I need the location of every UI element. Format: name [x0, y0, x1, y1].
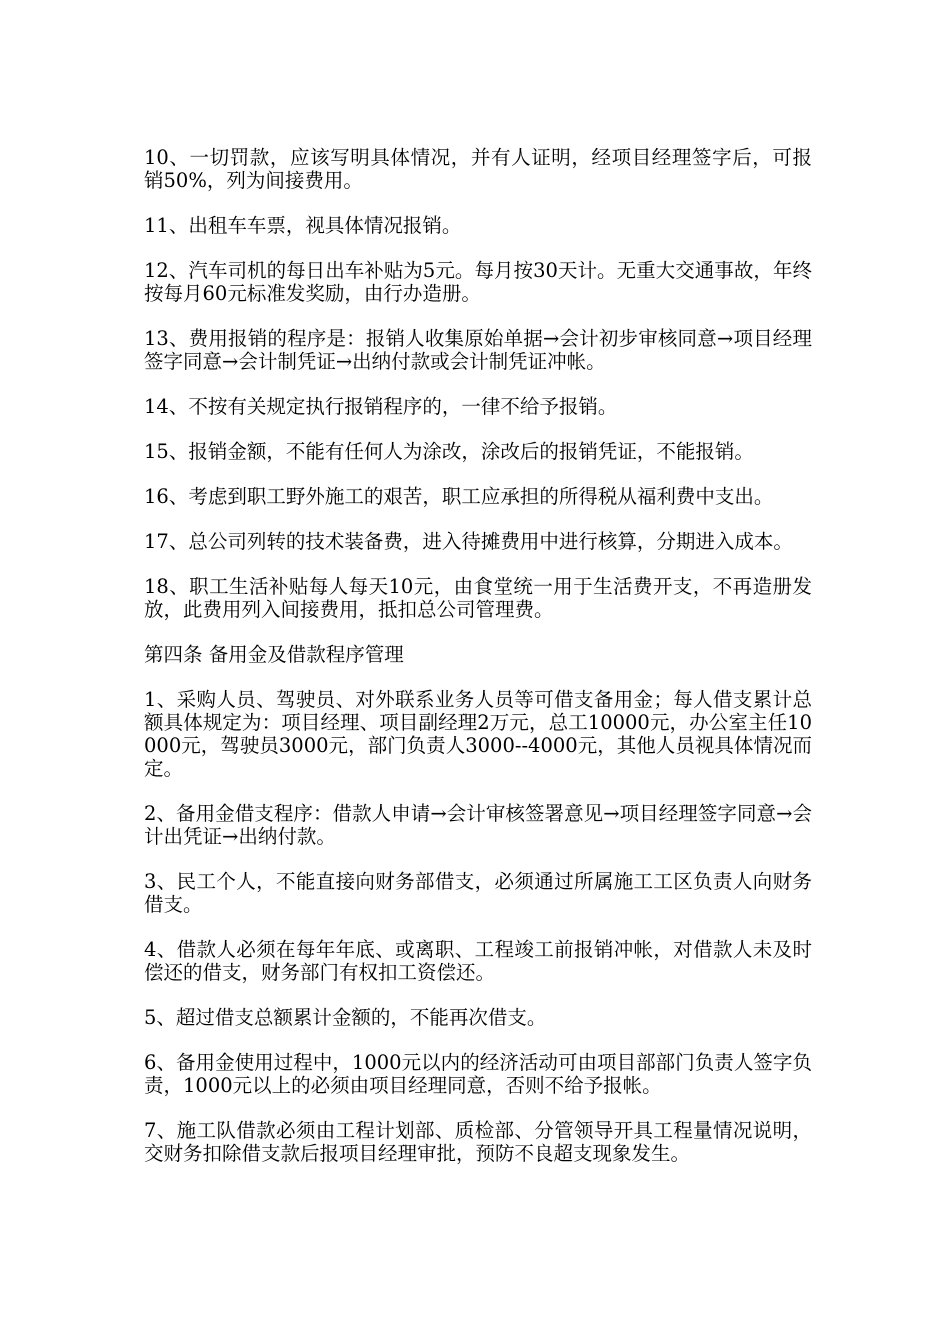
section-paragraph-4: 4、借款人必须在每年年底、或离职、工程竣工前报销冲帐，对借款人未及时偿还的借支，财务部门有权扣工资偿还。 [144, 938, 812, 984]
paragraph-11: 11、出租车车票，视具体情况报销。 [144, 214, 462, 237]
paragraph-16: 16、考虑到职工野外施工的艰苦，职工应承担的所得税从福利费中支出。 [144, 485, 774, 508]
document-body [144, 146, 812, 1187]
paragraph-15: 15、报销金额，不能有任何人为涂改，涂改后的报销凭证，不能报销。 [144, 440, 754, 463]
paragraph-12: 12、汽车司机的每日出车补贴为5元。每月按30天计。无重大交通事故，年终按每月60元标准发奖励，由行办造册。 [144, 259, 812, 305]
section-paragraph-1: 1、采购人员、驾驶员、对外联系业务人员等可借支备用金；每人借支累计总额具体规定为：项目经理、项目副经理2万元，总工10000元，办公室主任10000元，驾驶员3000元，部门负责人3000--4000元，其他人员视具体情况而定。 [144, 688, 812, 780]
section-title: 第四条 备用金及借款程序管理 [144, 643, 404, 666]
section-paragraph-5: 5、超过借支总额累计金额的，不能再次借支。 [144, 1006, 547, 1029]
section-paragraph-6: 6、备用金使用过程中，1000元以内的经济活动可由项目部部门负责人签字负责，1000元以上的必须由项目经理同意，否则不给予报帐。 [144, 1051, 812, 1097]
paragraph-14: 14、不按有关规定执行报销程序的，一律不给予报销。 [144, 395, 618, 418]
section-paragraph-7: 7、施工队借款必须由工程计划部、质检部、分管领导开具工程量情况说明，交财务扣除借支款后报项目经理审批，预防不良超支现象发生。 [144, 1119, 812, 1165]
paragraph-17: 17、总公司列转的技术装备费，进入待摊费用中进行核算，分期进入成本。 [144, 530, 793, 553]
paragraph-18: 18、职工生活补贴每人每天10元，由食堂统一用于生活费开支，不再造册发放，此费用列入间接费用，抵扣总公司管理费。 [144, 575, 812, 621]
section-paragraph-2: 2、备用金借支程序：借款人申请→会计审核签署意见→项目经理签字同意→会计出凭证→出纳付款。 [144, 802, 812, 848]
paragraph-10: 10、一切罚款，应该写明具体情况，并有人证明，经项目经理签字后，可报销50%，列为间接费用。 [144, 146, 812, 192]
section-paragraph-3: 3、民工个人，不能直接向财务部借支，必须通过所属施工工区负责人向财务借支。 [144, 870, 812, 916]
paragraph-13: 13、费用报销的程序是：报销人收集原始单据→会计初步审核同意→项目经理签字同意→会计制凭证→出纳付款或会计制凭证冲帐。 [144, 327, 812, 373]
